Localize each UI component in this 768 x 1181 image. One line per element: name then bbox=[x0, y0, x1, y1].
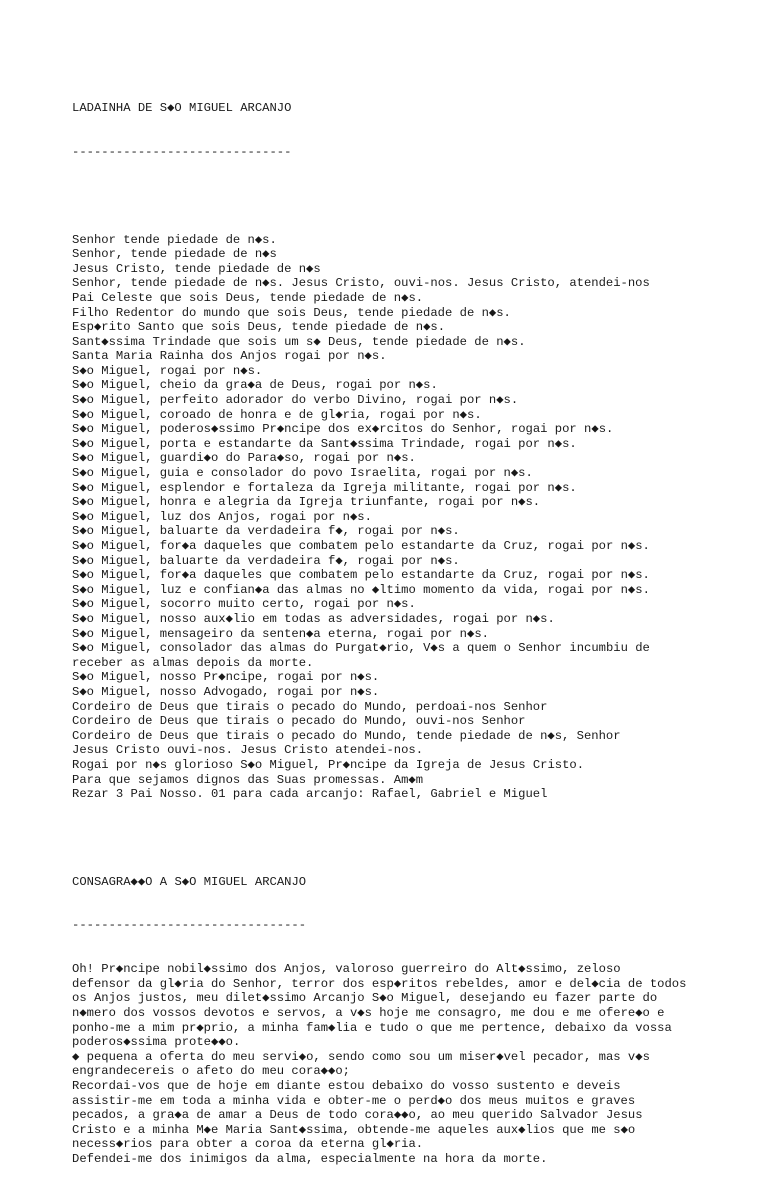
text-line: S◆o Miguel, for◆a daqueles que combatem pelo estandarte da Cruz, rogai por n◆s. bbox=[72, 568, 650, 583]
text-line: S◆o Miguel, nosso Advogado, rogai por n◆s. bbox=[72, 684, 380, 699]
litany-lines bbox=[72, 233, 752, 802]
section-rule: -------------------------------- bbox=[72, 918, 307, 933]
text-line: Senhor tende piedade de n◆s. bbox=[72, 232, 277, 247]
text-line: Para que sejamos dignos das Suas promessas. Am◆m bbox=[72, 772, 424, 787]
text-line: Sant◆ssima Trindade que sois um s◆ Deus, tende piedade de n◆s. bbox=[72, 334, 526, 349]
text-line: S◆o Miguel, luz dos Anjos, rogai por n◆s. bbox=[72, 509, 372, 524]
text-line: Pai Celeste que sois Deus, tende piedade de n◆s. bbox=[72, 290, 424, 305]
text-line: S◆o Miguel, perfeito adorador do verbo Divino, rogai por n◆s. bbox=[72, 393, 519, 408]
text-line: os Anjos justos, meu dilet◆ssimo Arcanjo S◆o Miguel, desejando eu fazer parte do bbox=[72, 991, 658, 1006]
text-line: S◆o Miguel, for◆a daqueles que combatem pelo estandarte da Cruz, rogai por n◆s. bbox=[72, 539, 650, 553]
text-line: Senhor, tende piedade de n◆s bbox=[72, 247, 277, 262]
text-line: S◆o Miguel, mensageiro da senten◆a eterna, rogai por n◆s. bbox=[72, 626, 489, 641]
text-line: S◆o Miguel, honra e alegria da Igreja triunfante, rogai por n◆s. bbox=[72, 495, 541, 510]
text-line: S◆o Miguel, baluarte da verdadeira f◆, rogai por n◆s. bbox=[72, 553, 460, 568]
document-body bbox=[72, 72, 752, 1181]
blank-line bbox=[72, 189, 752, 204]
text-line: ponho-me a mim pr◆prio, a minha fam◆lia e tudo o que me pertence, debaixo da vossa bbox=[72, 1020, 672, 1035]
text-line: assistir-me em toda a minha vida e obter-me o perd◆o dos meus muitos e graves bbox=[72, 1093, 636, 1108]
text-line: Jesus Cristo, tende piedade de n◆s bbox=[72, 261, 321, 276]
text-line: Jesus Cristo ouvi-nos. Jesus Cristo atendei-nos. bbox=[72, 743, 424, 758]
text-line: S◆o Miguel, nosso aux◆lio em todas as adversidades, rogai por n◆s. bbox=[72, 611, 555, 626]
section-title: LADAINHA DE S◆O MIGUEL ARCANJO bbox=[72, 101, 292, 116]
text-line: Rogai por n◆s glorioso S◆o Miguel, Pr◆ncipe da Igreja de Jesus Cristo. bbox=[72, 757, 585, 772]
text-line: S◆o Miguel, coroado de honra e de gl◆ria, rogai por n◆s. bbox=[72, 407, 482, 422]
text-line: necess◆rios para obter a coroa da eterna gl◆ria. bbox=[72, 1137, 424, 1152]
section-rule: ------------------------------ bbox=[72, 144, 292, 159]
text-line: S◆o Miguel, guardi◆o do Para◆so, rogai por n◆s. bbox=[72, 451, 416, 466]
text-line: S◆o Miguel, baluarte da verdadeira f◆, rogai por n◆s. bbox=[72, 524, 460, 539]
section-title: CONSAGRA◆◆O A S◆O MIGUEL ARCANJO bbox=[72, 874, 307, 889]
text-line: Cordeiro de Deus que tirais o pecado do Mundo, perdoai-nos Senhor bbox=[72, 699, 548, 714]
text-line: Recordai-vos que de hoje em diante estou debaixo do vosso sustento e deveis bbox=[72, 1078, 621, 1093]
text-line: Rezar 3 Pai Nosso. 01 para cada arcanjo: Rafael, Gabriel e Miguel bbox=[72, 787, 548, 802]
text-line: Senhor, tende piedade de n◆s. Jesus Cristo, ouvi-nos. Jesus Cristo, atendei-nos bbox=[72, 276, 650, 291]
text-line: Cristo e a minha M◆e Maria Sant◆ssima, obtende-me aqueles aux◆lios que me s◆o bbox=[72, 1122, 636, 1137]
text-line: n◆mero dos vossos devotos e servos, a v◆s hoje me consagro, me dou e me ofere◆o e bbox=[72, 1006, 665, 1020]
text-line: defensor da gl◆ria do Senhor, terror dos esp◆ritos rebeldes, amor e del◆cia de todos bbox=[72, 976, 687, 991]
text-line: S◆o Miguel, cheio da gra◆a de Deus, rogai por n◆s. bbox=[72, 378, 438, 393]
text-line: Cordeiro de Deus que tirais o pecado do Mundo, tende piedade de n◆s, Senhor bbox=[72, 728, 621, 743]
text-line: poderos◆ssima prote◆◆o. bbox=[72, 1035, 241, 1050]
text-line: Cordeiro de Deus que tirais o pecado do Mundo, ouvi-nos Senhor bbox=[72, 714, 526, 729]
text-line: S◆o Miguel, luz e confian◆a das almas no ◆ltimo momento da vida, rogai por n◆s. bbox=[72, 582, 650, 597]
text-line: Oh! Pr◆ncipe nobil◆ssimo dos Anjos, valoroso guerreiro do Alt◆ssimo, zeloso bbox=[72, 962, 621, 977]
text-line: S◆o Miguel, consolador das almas do Purgat◆rio, V◆s a quem o Senhor incumbiu de bbox=[72, 641, 650, 656]
text-line: Santa Maria Rainha dos Anjos rogai por n◆s. bbox=[72, 349, 387, 364]
text-line: S◆o Miguel, socorro muito certo, rogai por n◆s. bbox=[72, 597, 416, 612]
text-line: S◆o Miguel, esplendor e fortaleza da Igreja militante, rogai por n◆s. bbox=[72, 480, 577, 495]
text-line: engrandecereis o afeto do meu cora◆◆o; bbox=[72, 1064, 350, 1079]
text-line: S◆o Miguel, porta e estandarte da Sant◆ssima Trindade, rogai por n◆s. bbox=[72, 436, 577, 451]
text-line: receber as almas depois da morte. bbox=[72, 655, 314, 670]
text-line: pecados, a gra◆a de amar a Deus de todo cora◆◆o, ao meu querido Salvador Jesus bbox=[72, 1108, 643, 1123]
text-line: ◆ pequena a oferta do meu servi◆o, sendo como sou um miser◆vel pecador, mas v◆s bbox=[72, 1049, 650, 1064]
text-line: Filho Redentor do mundo que sois Deus, tende piedade de n◆s. bbox=[72, 305, 511, 320]
text-line: Defendei-me dos inimigos da alma, especialmente na hora da morte. bbox=[72, 1151, 548, 1166]
consecration-lines bbox=[72, 962, 752, 1166]
blank-line bbox=[72, 831, 752, 846]
text-line: S◆o Miguel, poderos◆ssimo Pr◆ncipe dos ex◆rcitos do Senhor, rogai por n◆s. bbox=[72, 422, 614, 437]
text-line: S◆o Miguel, guia e consolador do povo Israelita, rogai por n◆s. bbox=[72, 466, 533, 481]
text-line: Esp◆rito Santo que sois Deus, tende piedade de n◆s. bbox=[72, 320, 446, 335]
text-line: S◆o Miguel, rogai por n◆s. bbox=[72, 363, 263, 378]
text-line: S◆o Miguel, nosso Pr◆ncipe, rogai por n◆s. bbox=[72, 670, 380, 685]
